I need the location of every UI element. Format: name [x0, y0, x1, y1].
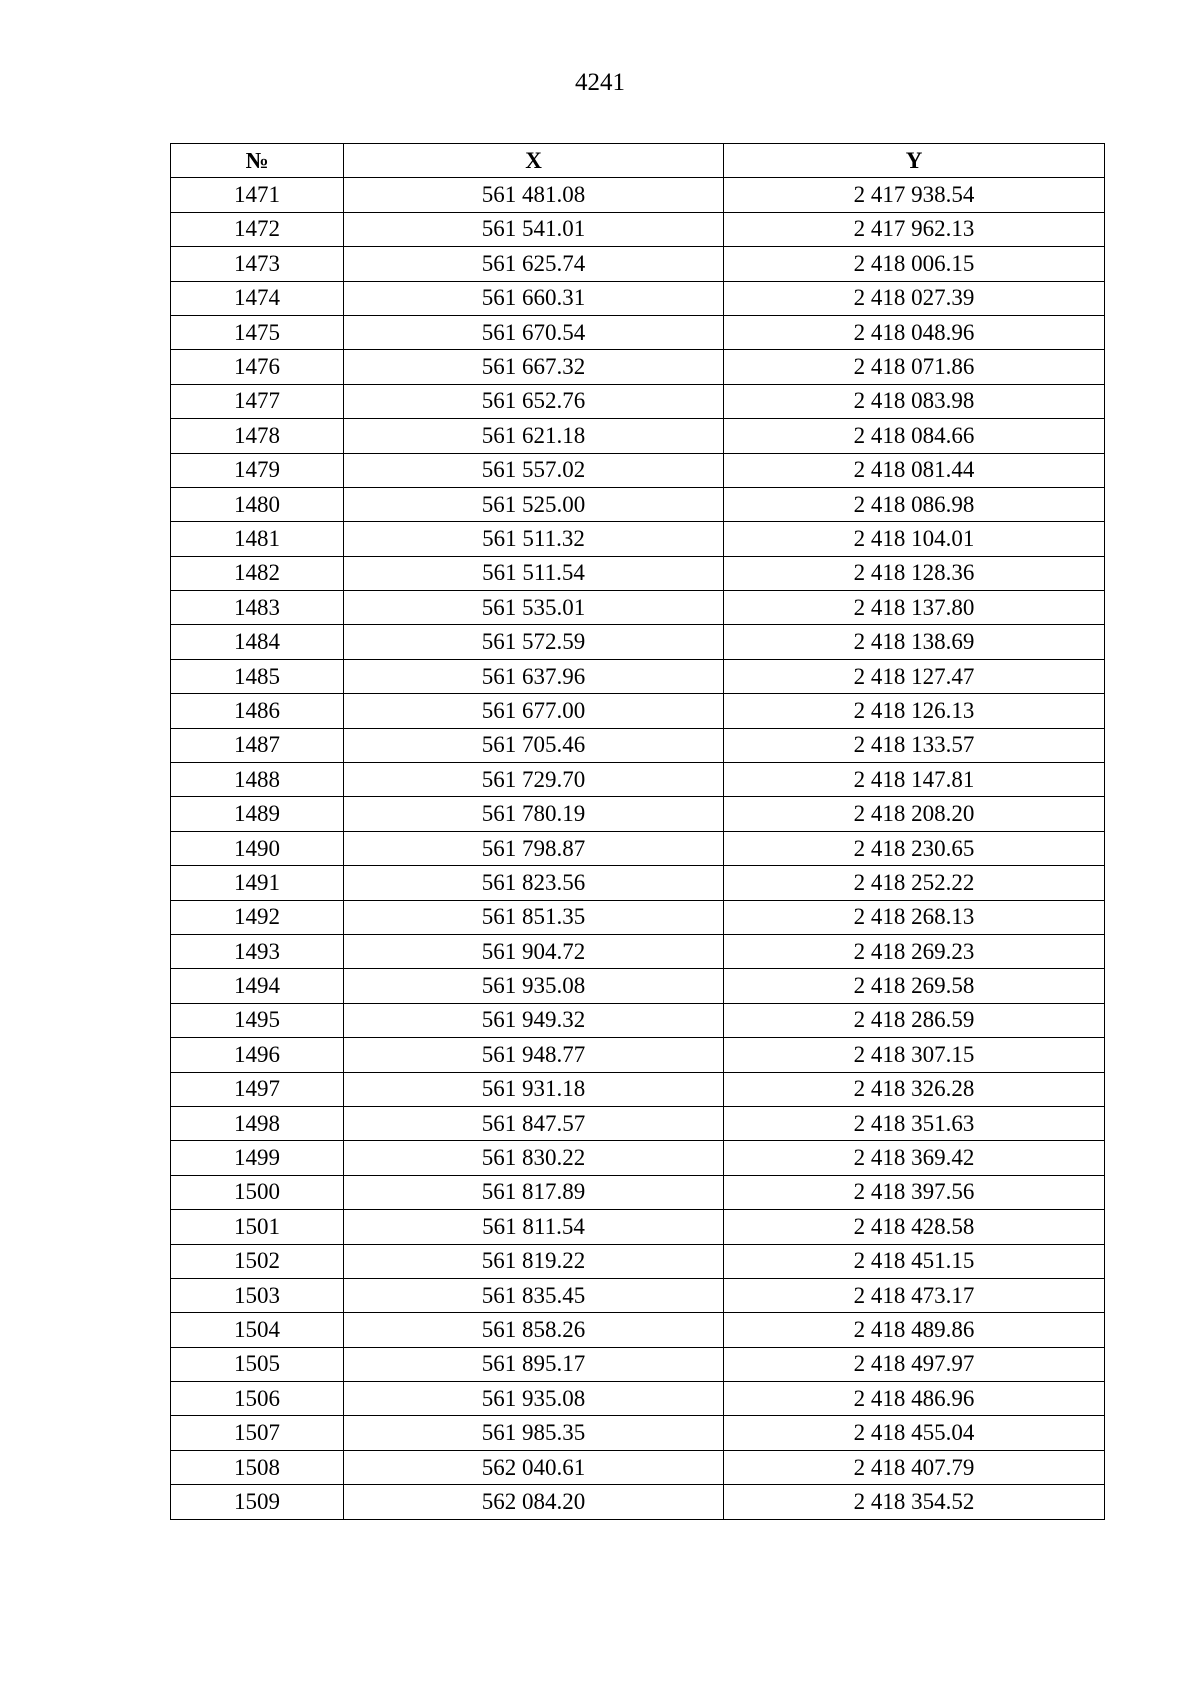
cell-x: 561 830.22: [344, 1141, 724, 1175]
cell-x: 561 572.59: [344, 625, 724, 659]
cell-number: 1490: [171, 831, 344, 865]
cell-number: 1495: [171, 1003, 344, 1037]
cell-y: 2 418 147.81: [724, 763, 1105, 797]
cell-number: 1487: [171, 728, 344, 762]
cell-number: 1507: [171, 1416, 344, 1450]
cell-x: 562 084.20: [344, 1485, 724, 1519]
cell-number: 1477: [171, 384, 344, 418]
cell-number: 1509: [171, 1485, 344, 1519]
table-row: [171, 247, 1105, 281]
cell-x: 561 798.87: [344, 831, 724, 865]
cell-number: 1501: [171, 1210, 344, 1244]
table-row: [171, 350, 1105, 384]
cell-x: 561 705.46: [344, 728, 724, 762]
cell-y: 2 418 326.28: [724, 1072, 1105, 1106]
cell-x: 561 847.57: [344, 1106, 724, 1140]
page-number: 4241: [575, 69, 625, 96]
cell-y: 2 418 351.63: [724, 1106, 1105, 1140]
cell-number: 1471: [171, 178, 344, 212]
cell-x: 561 895.17: [344, 1347, 724, 1381]
cell-y: 2 418 354.52: [724, 1485, 1105, 1519]
cell-x: 561 557.02: [344, 453, 724, 487]
table-row: [171, 1450, 1105, 1484]
cell-x: 561 511.32: [344, 522, 724, 556]
cell-y: 2 418 397.56: [724, 1175, 1105, 1209]
cell-number: 1472: [171, 212, 344, 246]
cell-number: 1481: [171, 522, 344, 556]
cell-x: 561 935.08: [344, 1382, 724, 1416]
cell-number: 1491: [171, 866, 344, 900]
table-row: [171, 694, 1105, 728]
cell-y: 2 418 407.79: [724, 1450, 1105, 1484]
cell-number: 1485: [171, 659, 344, 693]
cell-y: 2 418 208.20: [724, 797, 1105, 831]
cell-number: 1488: [171, 763, 344, 797]
cell-number: 1479: [171, 453, 344, 487]
table-header-row: [171, 144, 1105, 178]
cell-x: 561 819.22: [344, 1244, 724, 1278]
table-row: [171, 487, 1105, 521]
table-row: [171, 1347, 1105, 1381]
cell-x: 561 858.26: [344, 1313, 724, 1347]
cell-x: 561 677.00: [344, 694, 724, 728]
cell-x: 561 851.35: [344, 900, 724, 934]
table-row: [171, 659, 1105, 693]
table-row: [171, 969, 1105, 1003]
cell-y: 2 418 138.69: [724, 625, 1105, 659]
cell-x: 561 835.45: [344, 1278, 724, 1312]
cell-y: 2 418 127.47: [724, 659, 1105, 693]
cell-y: 2 417 962.13: [724, 212, 1105, 246]
cell-x: 561 670.54: [344, 315, 724, 349]
cell-number: 1499: [171, 1141, 344, 1175]
table-row: [171, 1106, 1105, 1140]
table-row: [171, 625, 1105, 659]
cell-y: 2 418 428.58: [724, 1210, 1105, 1244]
table-row: [171, 453, 1105, 487]
cell-y: 2 418 084.66: [724, 419, 1105, 453]
cell-number: 1508: [171, 1450, 344, 1484]
table-row: [171, 522, 1105, 556]
cell-number: 1497: [171, 1072, 344, 1106]
cell-y: 2 418 451.15: [724, 1244, 1105, 1278]
cell-y: 2 418 133.57: [724, 728, 1105, 762]
cell-x: 561 823.56: [344, 866, 724, 900]
cell-y: 2 418 128.36: [724, 556, 1105, 590]
cell-y: 2 418 489.86: [724, 1313, 1105, 1347]
cell-y: 2 418 486.96: [724, 1382, 1105, 1416]
cell-x: 561 935.08: [344, 969, 724, 1003]
cell-number: 1504: [171, 1313, 344, 1347]
cell-x: 561 621.18: [344, 419, 724, 453]
cell-x: 561 811.54: [344, 1210, 724, 1244]
cell-number: 1505: [171, 1347, 344, 1381]
cell-y: 2 418 104.01: [724, 522, 1105, 556]
cell-number: 1500: [171, 1175, 344, 1209]
table-row: [171, 1278, 1105, 1312]
cell-y: 2 418 230.65: [724, 831, 1105, 865]
cell-x: 561 481.08: [344, 178, 724, 212]
table-row: [171, 763, 1105, 797]
cell-number: 1474: [171, 281, 344, 315]
table-header: [171, 144, 1105, 178]
cell-number: 1503: [171, 1278, 344, 1312]
cell-y: 2 418 455.04: [724, 1416, 1105, 1450]
table-row: [171, 281, 1105, 315]
cell-y: 2 418 086.98: [724, 487, 1105, 521]
table-row: [171, 591, 1105, 625]
cell-y: 2 417 938.54: [724, 178, 1105, 212]
table-row: [171, 1210, 1105, 1244]
cell-x: 561 817.89: [344, 1175, 724, 1209]
cell-x: 561 985.35: [344, 1416, 724, 1450]
table-row: [171, 315, 1105, 349]
table-row: [171, 1485, 1105, 1519]
cell-x: 561 511.54: [344, 556, 724, 590]
cell-x: 561 904.72: [344, 934, 724, 968]
cell-number: 1486: [171, 694, 344, 728]
table-row: [171, 1175, 1105, 1209]
coordinates-table: [170, 143, 1105, 1520]
table-row: [171, 1313, 1105, 1347]
cell-y: 2 418 006.15: [724, 247, 1105, 281]
header-x: X: [344, 144, 724, 178]
cell-y: 2 418 369.42: [724, 1141, 1105, 1175]
cell-x: 561 625.74: [344, 247, 724, 281]
table-row: [171, 866, 1105, 900]
cell-x: 561 541.01: [344, 212, 724, 246]
table-row: [171, 212, 1105, 246]
cell-y: 2 418 286.59: [724, 1003, 1105, 1037]
table-row: [171, 1382, 1105, 1416]
cell-number: 1493: [171, 934, 344, 968]
cell-x: 561 931.18: [344, 1072, 724, 1106]
cell-y: 2 418 126.13: [724, 694, 1105, 728]
cell-number: 1506: [171, 1382, 344, 1416]
header-number: №: [171, 144, 344, 178]
cell-y: 2 418 268.13: [724, 900, 1105, 934]
table-row: [171, 900, 1105, 934]
table-row: [171, 419, 1105, 453]
cell-number: 1494: [171, 969, 344, 1003]
cell-y: 2 418 081.44: [724, 453, 1105, 487]
header-y: Y: [724, 144, 1105, 178]
cell-number: 1502: [171, 1244, 344, 1278]
cell-x: 561 667.32: [344, 350, 724, 384]
table-body: [171, 178, 1105, 1519]
cell-number: 1482: [171, 556, 344, 590]
table-row: [171, 831, 1105, 865]
cell-x: 561 652.76: [344, 384, 724, 418]
cell-y: 2 418 307.15: [724, 1038, 1105, 1072]
cell-y: 2 418 048.96: [724, 315, 1105, 349]
cell-number: 1476: [171, 350, 344, 384]
cell-number: 1483: [171, 591, 344, 625]
cell-x: 561 660.31: [344, 281, 724, 315]
cell-number: 1475: [171, 315, 344, 349]
table-row: [171, 934, 1105, 968]
cell-number: 1473: [171, 247, 344, 281]
cell-x: 561 949.32: [344, 1003, 724, 1037]
cell-x: 561 948.77: [344, 1038, 724, 1072]
cell-number: 1498: [171, 1106, 344, 1140]
cell-y: 2 418 071.86: [724, 350, 1105, 384]
table-row: [171, 556, 1105, 590]
table-row: [171, 1072, 1105, 1106]
table-row: [171, 1003, 1105, 1037]
cell-y: 2 418 497.97: [724, 1347, 1105, 1381]
cell-x: 561 525.00: [344, 487, 724, 521]
cell-number: 1489: [171, 797, 344, 831]
table-row: [171, 178, 1105, 212]
cell-number: 1480: [171, 487, 344, 521]
cell-y: 2 418 473.17: [724, 1278, 1105, 1312]
table-row: [171, 384, 1105, 418]
cell-x: 562 040.61: [344, 1450, 724, 1484]
cell-y: 2 418 027.39: [724, 281, 1105, 315]
cell-number: 1478: [171, 419, 344, 453]
cell-y: 2 418 269.58: [724, 969, 1105, 1003]
cell-number: 1492: [171, 900, 344, 934]
table-row: [171, 1141, 1105, 1175]
cell-y: 2 418 137.80: [724, 591, 1105, 625]
cell-y: 2 418 252.22: [724, 866, 1105, 900]
cell-y: 2 418 083.98: [724, 384, 1105, 418]
cell-x: 561 729.70: [344, 763, 724, 797]
table-row: [171, 1038, 1105, 1072]
table-row: [171, 1244, 1105, 1278]
table-row: [171, 797, 1105, 831]
cell-y: 2 418 269.23: [724, 934, 1105, 968]
table-row: [171, 1416, 1105, 1450]
cell-number: 1484: [171, 625, 344, 659]
cell-number: 1496: [171, 1038, 344, 1072]
cell-x: 561 637.96: [344, 659, 724, 693]
cell-x: 561 780.19: [344, 797, 724, 831]
cell-x: 561 535.01: [344, 591, 724, 625]
table-row: [171, 728, 1105, 762]
